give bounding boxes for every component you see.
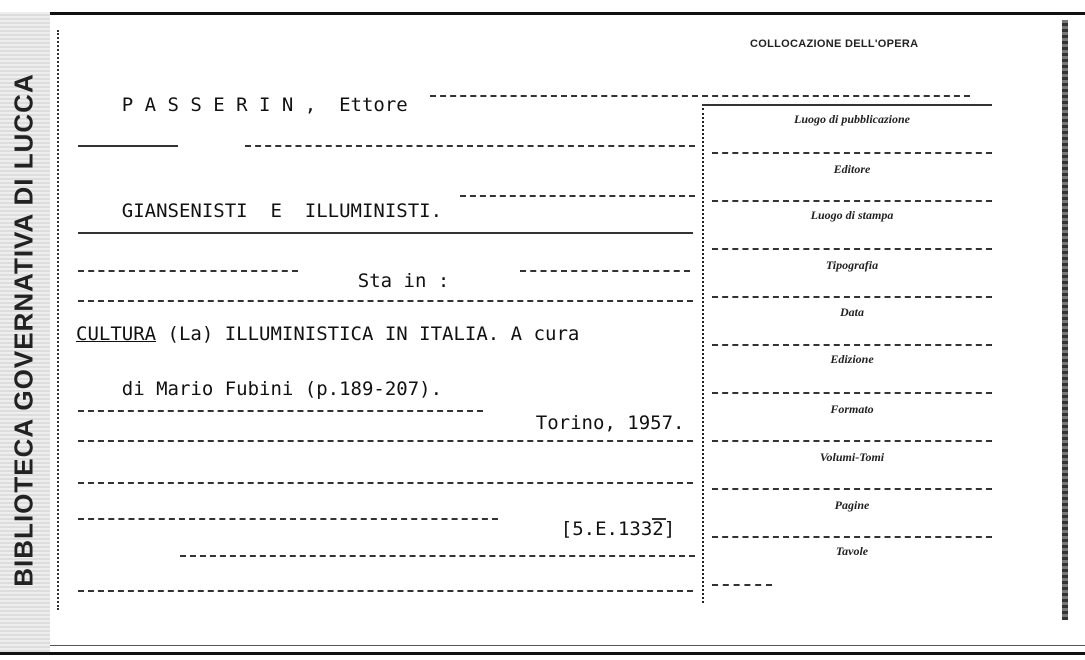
- sta-in-dash-left: [78, 270, 298, 272]
- panel-top-rule: [702, 104, 992, 106]
- field-publisher: Editore: [833, 162, 871, 176]
- work-line-1: [76, 323, 579, 345]
- sta-in-dash-right: [520, 270, 690, 272]
- library-stamp: BIBLIOTECA GOVERNATIVA DI LUCCA: [8, 73, 39, 587]
- panel-rule-10: [712, 584, 772, 586]
- rule-1a: [78, 145, 178, 147]
- shelf-dash: [78, 518, 498, 520]
- panel-left-border: [702, 108, 704, 603]
- shelfmark-line: [515, 496, 675, 562]
- field-date: Data: [840, 305, 864, 319]
- rule-3: [78, 300, 693, 302]
- panel-rule-5: [712, 344, 992, 346]
- place-dash: [78, 410, 483, 412]
- sta-in-label: Sta in :: [357, 270, 450, 292]
- panel-rule-8: [712, 488, 992, 490]
- rule-6: [180, 555, 695, 557]
- author-line: [76, 72, 408, 138]
- panel-rule-6: [712, 392, 992, 394]
- panel-rule-2: [712, 200, 992, 202]
- rule-5: [78, 482, 693, 484]
- author-name: P A S S E R I N , Ettore: [121, 94, 408, 116]
- field-place-of-publication: Luogo di pubblicazione: [793, 112, 910, 126]
- panel-rule-4: [712, 296, 992, 298]
- sta-in-line: [312, 248, 449, 314]
- work-title-rest: (La) ILLUMINISTICA IN ITALIA. A cura: [156, 323, 580, 345]
- shelf-tail: [652, 518, 666, 520]
- place-date-line: [490, 390, 684, 456]
- panel-rule-3: [712, 248, 992, 250]
- title-line: [76, 178, 442, 244]
- place-date: Torino, 1957.: [535, 412, 685, 434]
- bottom-rule: [0, 652, 1085, 655]
- rule-1b: [245, 145, 695, 147]
- author-dash: [430, 95, 970, 97]
- field-pages: Pagine: [834, 498, 870, 512]
- field-place-of-printing: Luogo di stampa: [810, 208, 894, 222]
- top-rule: [0, 12, 1085, 15]
- title-dash: [460, 195, 695, 197]
- rule-7: [78, 590, 693, 592]
- work-line-2: [76, 356, 442, 422]
- panel-rule-7: [712, 440, 992, 442]
- field-volumes: Volumi-Tomi: [819, 450, 885, 464]
- panel-heading: COLLOCAZIONE DELL'OPERA: [750, 38, 919, 50]
- left-dotted-margin: [57, 30, 59, 610]
- rule-4: [78, 440, 693, 442]
- book-title: GIANSENISTI E ILLUMINISTI.: [121, 200, 443, 222]
- bottom-rule-thin: [0, 645, 1085, 646]
- field-edition: Edizione: [830, 352, 874, 366]
- right-edge-mark: [1062, 20, 1068, 620]
- field-plates: Tavole: [835, 544, 869, 558]
- rule-2: [78, 232, 693, 234]
- work-editor: di Mario Fubini (p.189-207).: [121, 378, 443, 400]
- shelfmark: [5.E.1332]: [560, 518, 676, 540]
- panel-rule-9: [712, 536, 992, 538]
- work-first-word: CULTURA: [76, 323, 157, 345]
- field-format: Formato: [830, 402, 874, 416]
- field-printer: Tipografia: [825, 258, 879, 272]
- panel-rule-1: [712, 152, 992, 154]
